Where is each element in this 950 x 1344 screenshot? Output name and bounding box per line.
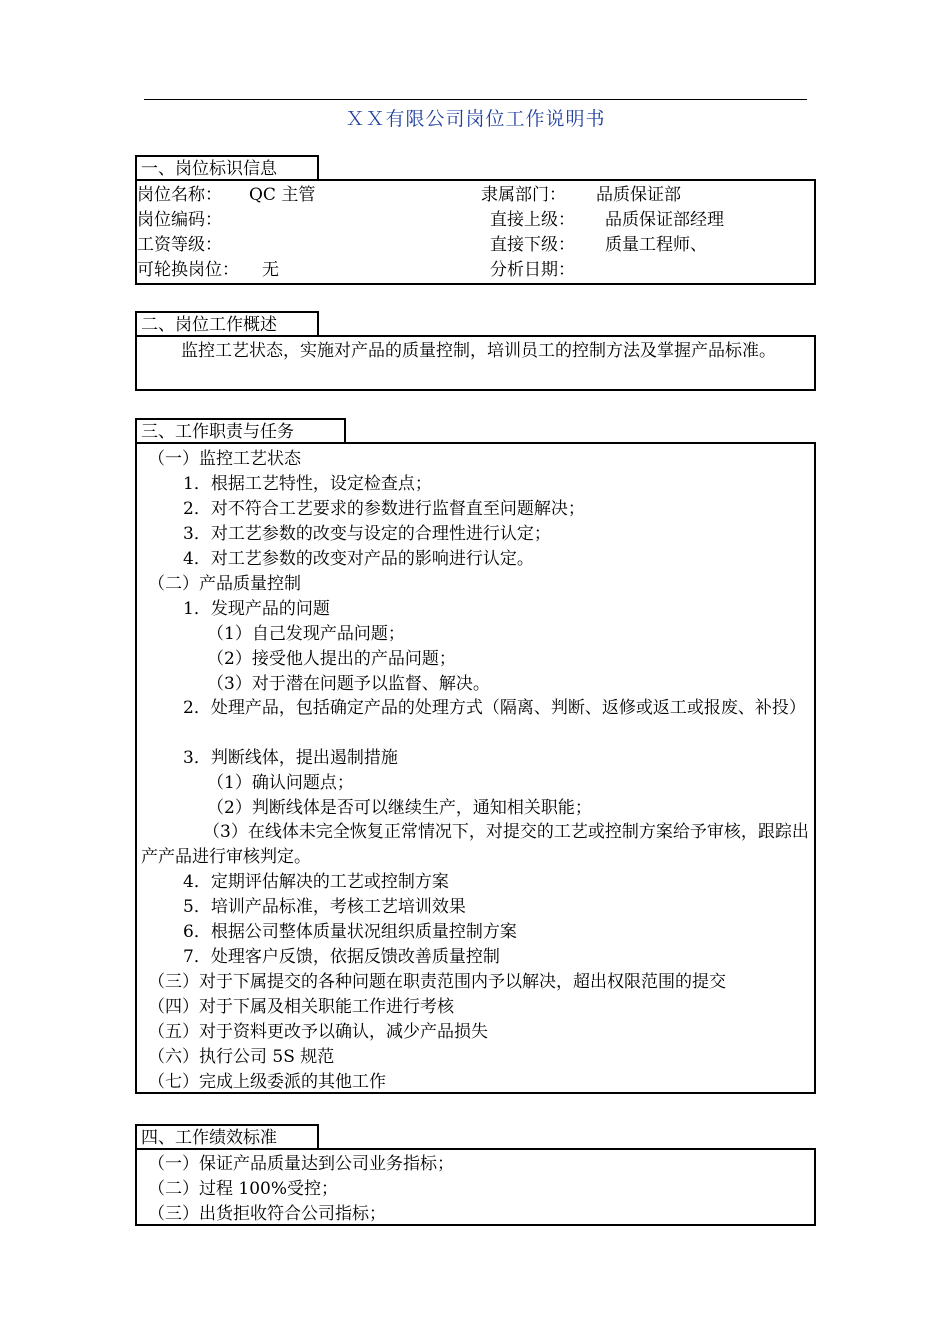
duty-2-3-3: （3）在线体未完全恢复正常情况下，对提交的工艺或控制方案给予审核，跟踪出产产品进行审核判定。 (141, 822, 809, 867)
document-title: ＸＸ有限公司岗位工作说明书 (345, 108, 606, 130)
section-heading-performance: 四、工作绩效标准 (135, 1124, 319, 1150)
superior-value: 品质保证部经理 (605, 210, 724, 230)
duty-1-1: 1．根据工艺特性，设定检查点； (183, 474, 432, 494)
rotation-value: 无 (262, 260, 279, 280)
superior-label: 直接上级： (490, 210, 575, 230)
duty-1: （一）监控工艺状态 (148, 449, 301, 469)
post-name-label: 岗位名称： (137, 185, 222, 205)
duty-1-4: 4．对工艺参数的改变对产品的影响进行认定。 (183, 549, 534, 569)
duty-2-1-1: （1）自己发现产品问题； (207, 624, 405, 644)
duty-2-5: 5．培训产品标准，考核工艺培训效果 (183, 897, 466, 917)
subordinate-value: 质量工程师、 (605, 235, 707, 255)
post-name-value: QC 主管 (249, 185, 316, 205)
duty-5: （五）对于资料更改予以确认，减少产品损失 (148, 1022, 488, 1042)
subordinate-label: 直接下级： (490, 235, 575, 255)
department-value: 品质保证部 (596, 185, 681, 205)
section-heading-duties: 三、工作职责与任务 (135, 418, 346, 444)
duty-2: （二）产品质量控制 (148, 574, 301, 594)
duty-2-3-1: （1）确认问题点； (207, 773, 354, 793)
rotation-label: 可轮换岗位： (137, 260, 239, 280)
section-heading-identification: 一、岗位标识信息 (135, 155, 319, 181)
duty-2-7: 7．处理客户反馈，依据反馈改善质量控制 (183, 947, 500, 967)
performance-3: （三）出货拒收符合公司指标； (148, 1204, 386, 1224)
performance-2: （二）过程 100%受控； (148, 1179, 339, 1199)
duty-1-2: 2．对不符合工艺要求的参数进行监督直至问题解决； (183, 499, 585, 519)
department-label: 隶属部门： (481, 185, 566, 205)
overview-text: 监控工艺状态，实施对产品的质量控制，培训员工的控制方法及掌握产品标准。 (181, 341, 776, 361)
duty-2-1-3: （3）对于潜在问题予以监督、解决。 (207, 674, 490, 694)
grade-label: 工资等级： (137, 235, 222, 255)
duty-2-1-2: （2）接受他人提出的产品问题； (207, 649, 456, 669)
duty-2-2: 2．处理产品，包括确定产品的处理方式（隔离、判断、返修或返工或报废、补投） (183, 698, 806, 718)
duty-7: （七）完成上级委派的其他工作 (148, 1072, 386, 1092)
analysis-date-label: 分析日期： (490, 260, 575, 280)
duty-4: （四）对于下属及相关职能工作进行考核 (148, 997, 454, 1017)
duty-2-1: 1．发现产品的问题 (183, 599, 330, 619)
duty-6: （六）执行公司 5S 规范 (148, 1047, 335, 1067)
duty-2-3: 3．判断线体，提出遏制措施 (183, 748, 398, 768)
duty-2-6: 6．根据公司整体质量状况组织质量控制方案 (183, 922, 517, 942)
title-rule (144, 99, 807, 100)
performance-1: （一）保证产品质量达到公司业务指标； (148, 1154, 454, 1174)
duty-2-4: 4．定期评估解决的工艺或控制方案 (183, 872, 449, 892)
post-code-label: 岗位编码： (137, 210, 222, 230)
section-heading-overview: 二、岗位工作概述 (135, 311, 319, 337)
duty-1-3: 3．对工艺参数的改变与设定的合理性进行认定； (183, 524, 551, 544)
duty-2-3-2: （2）判断线体是否可以继续生产，通知相关职能； (207, 798, 592, 818)
duty-3: （三）对于下属提交的各种问题在职责范围内予以解决，超出权限范围的提交 (148, 972, 726, 992)
